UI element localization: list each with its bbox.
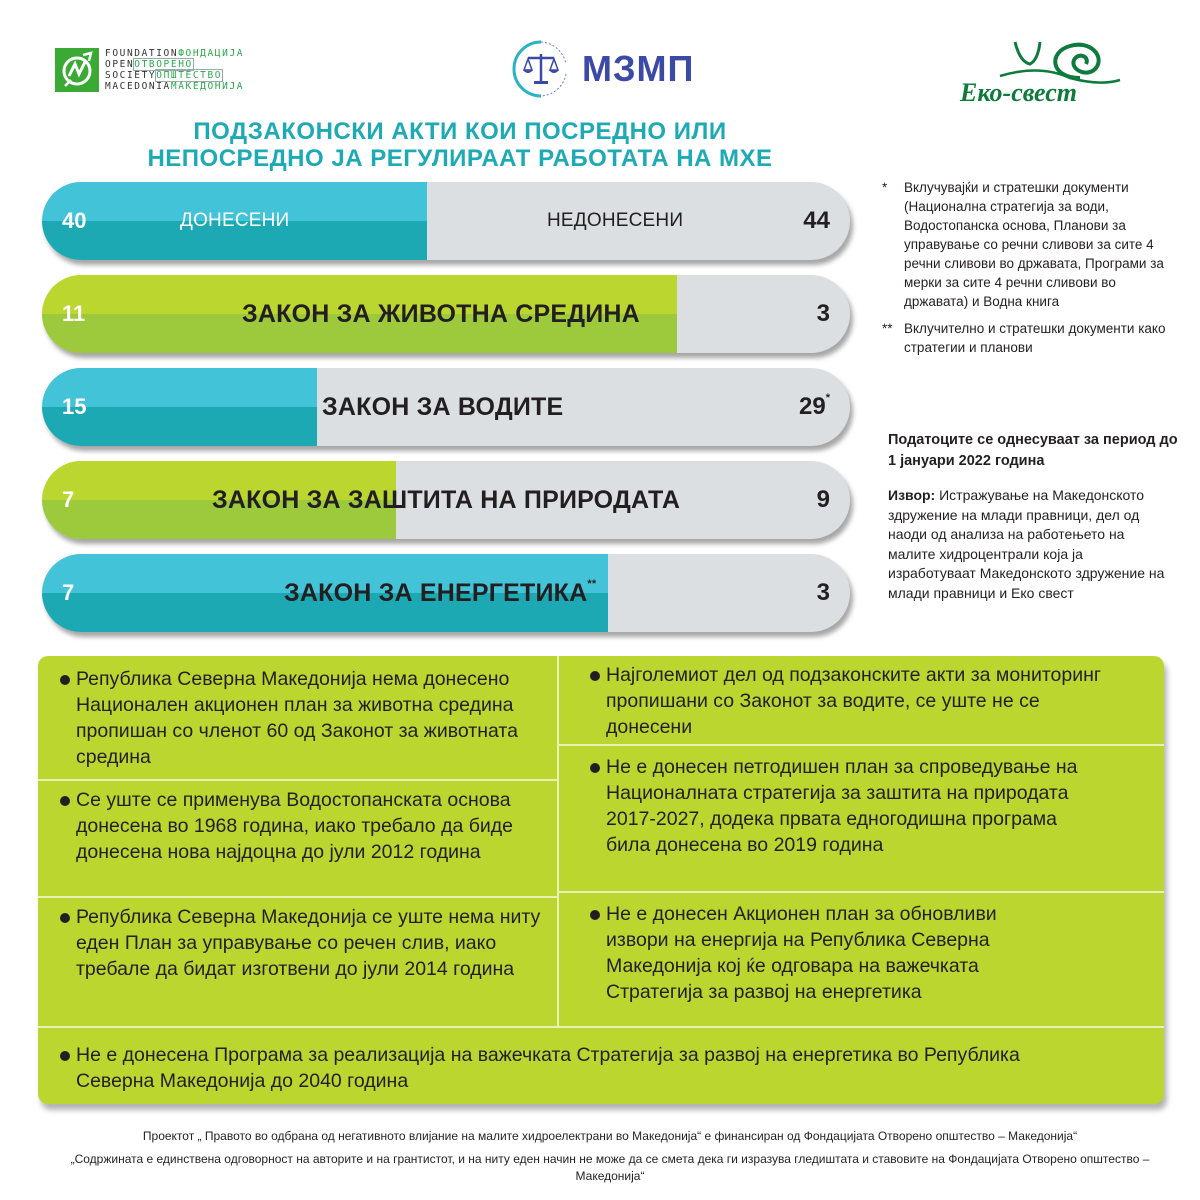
- divider: [38, 779, 557, 781]
- adopted-count: 15: [62, 394, 87, 419]
- bullet-icon: [590, 763, 600, 773]
- findings-panel: [38, 656, 1164, 1104]
- divider: [38, 1026, 1164, 1028]
- law-label: ЗАКОН ЗА ЗАШТИТА НА ПРИРОДАТА: [212, 486, 681, 514]
- snail-spiral-icon: [940, 34, 1130, 84]
- finding-item: Република Северна Македонија нема донесено Национален акционен план за животна средина пропишан со членот 60 од Законот за животната средина: [56, 666, 546, 770]
- legend-not-adopted: НЕДОНЕСЕНИ: [547, 210, 684, 231]
- bullet-icon: [60, 675, 70, 685]
- divider: [557, 744, 1164, 746]
- footer: [40, 1128, 1180, 1191]
- divider: [557, 656, 559, 1026]
- footnotes: [882, 178, 1172, 365]
- fosm-emblem-icon: [55, 48, 99, 92]
- disclaimer: „Содржината е единствена одговорност на авторите и на грантистот, и на ниту еден начин не може да се смета дека ги изразува гледиштата и ставовите на Фондацијата Отворено општество – Македонија“: [70, 1152, 1150, 1183]
- finding-item: Не е донесена Програма за реализација на важечката Стратегија за развој на енергетика во Република Северна Македонија до 2040 година: [56, 1042, 1056, 1094]
- logo-foundation-open-society: [55, 42, 275, 98]
- finding-item: Не е донесен Акционен план за обновливи извори на енергија на Република Северна Македонија кој ќе одговара на важечката Стратегија за развој на енергетика: [586, 901, 1056, 1005]
- not-adopted-count: 29*: [799, 392, 830, 420]
- eko-svest-wordmark: Еко-свест: [960, 78, 1077, 107]
- law-label: ЗАКОН ЗА ЖИВОТНА СРЕДИНА: [242, 300, 640, 328]
- not-adopted-count: 9: [816, 486, 830, 513]
- bar-water-law: [42, 368, 850, 446]
- bar-chart: [42, 182, 850, 647]
- not-adopted-count: 3: [816, 300, 830, 327]
- bar-environment-law: [42, 275, 850, 353]
- finding-item: Не е донесен петгодишен план за спроведување на Националната стратегија за заштита на природата 2017-2027, додека првата едногодишна програма била донесена во 2019 година: [586, 754, 1106, 858]
- page-title: ПОДЗАКОНСКИ АКТИ КОИ ПОСРЕДНО ИЛИ НЕПОСРЕДНО ЈА РЕГУЛИРААТ РАБОТАТА НА МХЕ: [147, 118, 773, 172]
- mzmp-wordmark: МЗМП: [582, 48, 695, 89]
- logo-eko-svest: [940, 34, 1130, 114]
- footnote-single-asterisk: * Вклучувајќи и стратешки документи (Национална стратегија за води, Водостопанска основа, Планови за управување со речни сливови за сите 4 речни сливови во државата, Програми за мерки за сите 4 речни сливови во државата) и Водна книга: [882, 180, 1164, 309]
- divider: [557, 891, 1164, 893]
- scales-of-justice-icon: [510, 38, 572, 100]
- adopted-count: 40: [62, 208, 87, 233]
- finding-item: Се уште се применува Водостопанската основа донесена во 1968 година, иако требало да биде донесена нова најдоцна до јули 2012 година: [56, 787, 546, 865]
- law-label: ЗАКОН ЗА ЕНЕРГЕТИКА**: [284, 578, 597, 607]
- source-note: Извор: Истражување на Македонското здружение на млади правници, дел од наоди од анализа на работењето на малите хидроцентрали која ја изработуваат Македонското здружение на млади правници и Еко свест: [888, 487, 1165, 601]
- bar-total: [42, 182, 850, 260]
- data-period-note: Податоците се однесуваат за период до 1 јануари 2022 година: [888, 432, 1178, 469]
- bullet-icon: [590, 910, 600, 920]
- bullet-icon: [60, 1051, 70, 1061]
- logo-mzmp: [510, 36, 694, 102]
- bar-energy-law: [42, 554, 850, 632]
- funding-note: Проектот „ Правото во одбрана од негативното влијание на малите хидроелектрани во Македонија“ е финансиран од Фондацијата Отворено општество – Македонија“: [142, 1129, 1078, 1143]
- bar-nature-protection-law: [42, 461, 850, 539]
- bullet-icon: [60, 796, 70, 806]
- law-label: ЗАКОН ЗА ВОДИТЕ: [322, 393, 564, 421]
- adopted-count: 7: [62, 580, 75, 605]
- fosm-wordmark: FOUNDATIONФОНДАЦИЈА OPENОТВОРЕНО SOCIETYОПШТЕСТВО MACEDONIAМАКЕДОНИЈА: [105, 48, 245, 92]
- bullet-icon: [590, 671, 600, 681]
- bullet-icon: [60, 913, 70, 923]
- finding-item: Република Северна Македонија се уште нема ниту еден План за управување со речен слив, иако требале да бидат изготвени до јули 2014 година: [56, 904, 546, 982]
- not-adopted-count: 3: [816, 579, 830, 606]
- finding-item: Најголемиот дел од подзаконските акти за мониторинг пропишани со Законот за водите, се уште не се донесени: [586, 662, 1126, 740]
- adopted-count: 11: [62, 301, 86, 326]
- legend-adopted: ДОНЕСЕНИ: [180, 210, 290, 231]
- footnote-double-asterisk: ** Вклучително и стратешки документи како стратегии и планови: [882, 321, 1166, 355]
- not-adopted-count: 44: [803, 207, 830, 234]
- adopted-count: 7: [62, 487, 75, 512]
- divider: [38, 896, 557, 898]
